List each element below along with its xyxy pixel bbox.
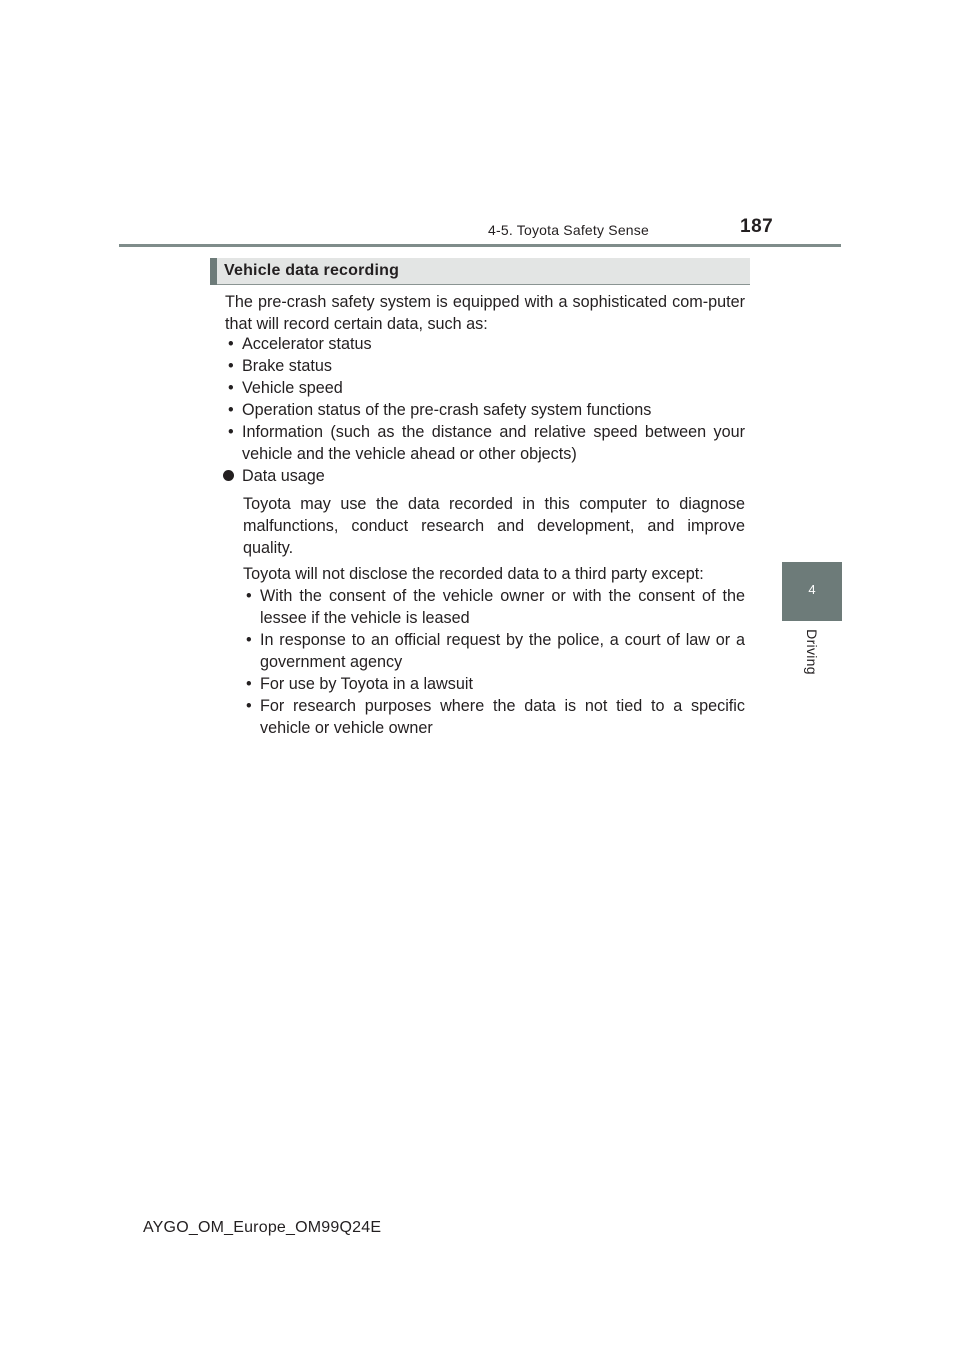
chapter-name: Driving	[804, 629, 820, 675]
bullet-icon: •	[228, 401, 234, 419]
list-item: • For use by Toyota in a lawsuit	[246, 675, 473, 693]
list-item: • Information (such as the distance and relative speed between your vehicle and the vehicle ahead or other objects)	[228, 423, 745, 463]
bullet-icon: •	[228, 423, 234, 441]
page-number: 187	[740, 216, 774, 237]
chapter-tab	[782, 562, 842, 621]
list-item: • Accelerator status	[228, 335, 372, 353]
document-code: AYGO_OM_Europe_OM99Q24E	[143, 1219, 382, 1236]
bullet-icon: •	[228, 357, 234, 375]
bullet-icon: •	[228, 379, 234, 397]
data-usage-subheading: Data usage	[223, 465, 325, 487]
recorded-data-list	[225, 333, 745, 465]
chapter-number: 4	[808, 582, 816, 597]
disclosure-exceptions-list	[243, 585, 745, 739]
section-heading-marker	[210, 258, 217, 285]
bullet-icon: •	[246, 697, 252, 715]
bullet-icon: •	[246, 631, 252, 649]
bullet-icon: •	[246, 675, 252, 693]
list-item: • Operation status of the pre-crash safety system functions	[228, 401, 652, 419]
disclosure-intro: Toyota will not disclose the recorded data to a third party except:	[243, 565, 704, 583]
section-title: Vehicle data recording	[224, 262, 400, 279]
bullet-icon: •	[246, 587, 252, 605]
intro-paragraph: The pre-crash safety system is equipped with a sophisticated com-puter that will record certain data, such as:	[225, 293, 745, 333]
list-item: • For research purposes where the data is not tied to a specific vehicle or vehicle owner	[246, 697, 745, 737]
circle-bullet-icon	[223, 470, 234, 481]
header-section-title: 4-5. Toyota Safety Sense	[488, 222, 649, 238]
header-divider	[119, 244, 841, 247]
list-item: • Vehicle speed	[228, 379, 343, 397]
section-heading	[210, 258, 750, 285]
bullet-icon: •	[228, 335, 234, 353]
list-item: • In response to an official request by the police, a court of law or a government agency	[246, 631, 745, 671]
list-item: • Brake status	[228, 357, 332, 375]
list-item: • With the consent of the vehicle owner or with the consent of the lessee if the vehicle is leased	[246, 587, 745, 627]
data-usage-paragraph: Toyota may use the data recorded in this computer to diagnose malfunctions, conduct research and development, and improve quality.	[243, 495, 745, 557]
